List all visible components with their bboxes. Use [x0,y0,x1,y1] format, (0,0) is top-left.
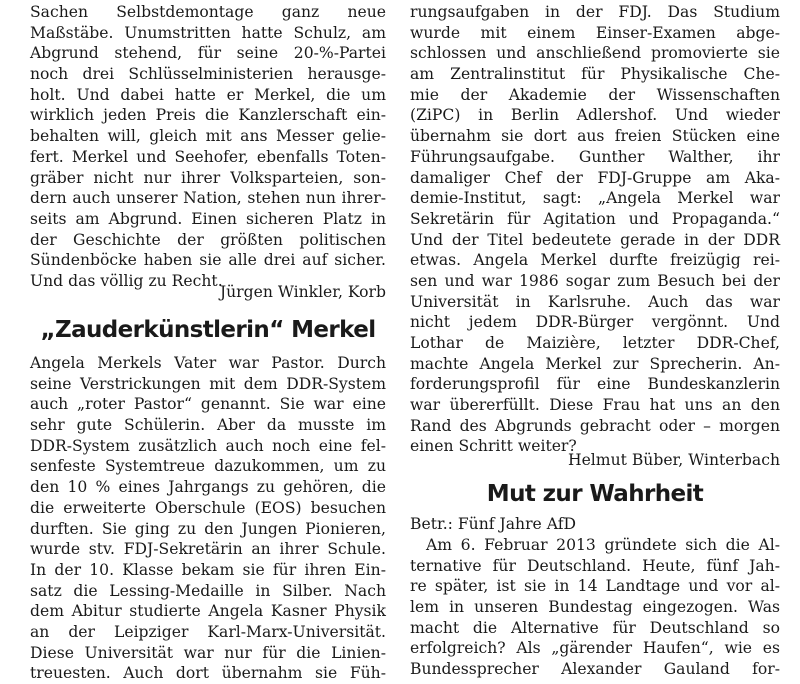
text-line: Diese Universität war nur für die Linien- [30,643,386,662]
text-line: Und der Titel bedeutete gerade in der DDR [410,230,780,249]
text-line: wirklich jeden Preis die Kanzlerschaft ein- [30,106,386,125]
text-line: am Zentralinstitut für Physikalische Che- [410,65,780,84]
text-line: die erweiterte Oberschule (EOS) besuchen [30,498,386,517]
text-line: Bundessprecher Alexander Gauland for- [410,660,780,679]
text-line: treuesten. Auch dort übernahm sie Füh- [30,664,386,683]
text-line: DDR-System zusätzlich auch noch eine fel- [30,436,386,455]
text-line: dern auch unserer Nation, stehen nun ihrer- [30,189,386,208]
letter-winkler-body [30,2,386,292]
text-line: Angela Merkels Vater war Pastor. Durch [30,354,386,372]
text-line: behalten will, gleich mit ans Messer gelie- [30,127,386,146]
text-line: (ZiPC) in Berlin Adlershof. Und wieder [410,106,780,125]
text-line: nicht jedem DDR-Bürger vergönnt. Und [410,313,780,332]
text-line: ternative für Deutschland. Heute, fünf Jah- [410,556,780,575]
text-line: mie der Akademie der Wissenschaften [410,85,780,104]
text-line: der Geschichte der größten politischen [30,230,386,249]
text-line: sehr gute Schülerin. Aber da musste im [30,416,386,435]
text-line: schlossen und anschließend promovierte sie [410,44,780,63]
letter-zauderkuenstlerin-body [30,353,386,684]
text-line: noch drei Schlüsselministerien herausge- [30,65,386,84]
text-line: wurde stv. FDJ-Sekretärin an ihrer Schule. [30,540,386,559]
text-line: satz die Lessing-Medaille in Silber. Nach [30,581,386,600]
text-line: einen Schritt weiter? [410,437,577,456]
text-line: Sündenböcke haben sie alle drei auf sicher. [30,251,386,270]
text-line: durften. Sie ging zu den Jungen Pionieren, [30,519,386,538]
text-line: Sekretärin für Agitation und Propaganda.“ [410,209,780,228]
letter-subject-line: Betr.: Fünf Jahre AfD [410,515,576,533]
text-line: senfeste Systemtreue dazukommen, um zu [30,457,386,476]
letter-winkler-signature: Jürgen Winkler, Korb [219,283,386,301]
text-line: Am 6. Februar 2013 gründete sich die Al- [426,536,780,554]
headline-mut-zur-wahrheit: Mut zur Wahrheit [486,481,704,507]
text-line: erfolgreich? Als „gärender Haufen“, wie es [410,639,780,658]
text-line: gräber nicht nur ihrer Volksparteien, son- [30,168,386,187]
headline-zauderkuenstlerin: „Zauderkünstlerin“ Merkel [40,317,376,343]
text-line: forderungsprofil für eine Bundeskanzlerin [410,375,780,394]
text-line: Universität in Karlsruhe. Auch das war [410,292,780,311]
letter-mut-zur-wahrheit-body [410,535,780,680]
text-line: seine Verstrickungen mit dem DDR-System [30,374,386,393]
text-line: re später, ist sie in 14 Landtage und vor al- [410,577,780,596]
text-line: rungsaufgaben in der FDJ. Das Studium [410,3,780,21]
text-line: Abgrund stehend, für seine 20-%-Partei [30,44,386,63]
text-line: seits am Abgrund. Einen sicheren Platz in [30,209,386,228]
text-line: etwas. Angela Merkel durfte freizügig rei- [410,251,780,270]
text-line: demie-Institut, sagt: „Angela Merkel war [410,189,780,208]
text-line: fert. Merkel und Seehofer, ebenfalls Toten- [30,147,386,166]
text-line: holt. Und dabei hatte er Merkel, die um [30,85,386,104]
text-line: dem Abitur studierte Angela Kasner Physik [30,602,386,621]
text-line: Und das völlig zu Recht. [30,271,223,290]
text-line: den 10 % eines Jahrgangs zu gehören, die [30,478,386,497]
letter-zauderkuenstlerin-continued [410,2,780,457]
text-line: damaliger Chef der FDJ-Gruppe am Aka- [410,168,780,187]
text-line: In der 10. Klasse bekam sie für ihren Ein- [30,560,386,579]
text-line: Führungsaufgabe. Gunther Walther, ihr [410,147,780,166]
text-line: lem in unseren Bundestag eingezogen. Was [410,598,780,617]
text-line: war übererfüllt. Diese Frau hat uns an den [410,396,780,415]
text-line: machte Angela Merkel zur Sprecherin. An- [410,354,780,373]
text-line: an der Leipziger Karl-Marx-Universität. [30,622,386,641]
text-line: Sachen Selbstdemontage ganz neue [30,3,386,21]
letter-bueber-signature: Helmut Büber, Winterbach [567,451,780,469]
text-line: macht die Alternative für Deutschland so [410,618,780,637]
text-line: Lothar de Maizière, letzter DDR-Chef, [410,334,780,352]
text-line: auch „roter Pastor“ genannt. Sie war eine [30,395,386,414]
text-line: Maßstäbe. Unumstritten hatte Schulz, am [30,23,386,42]
text-line: Rand des Abgrunds gebracht oder – morgen [410,416,780,435]
text-line: übernahm sie dort aus freien Stücken eine [410,127,780,146]
text-line: sen und war 1986 sogar zum Besuch bei der [410,271,780,290]
text-line: wurde mit einem Einser-Examen abge- [410,23,780,42]
